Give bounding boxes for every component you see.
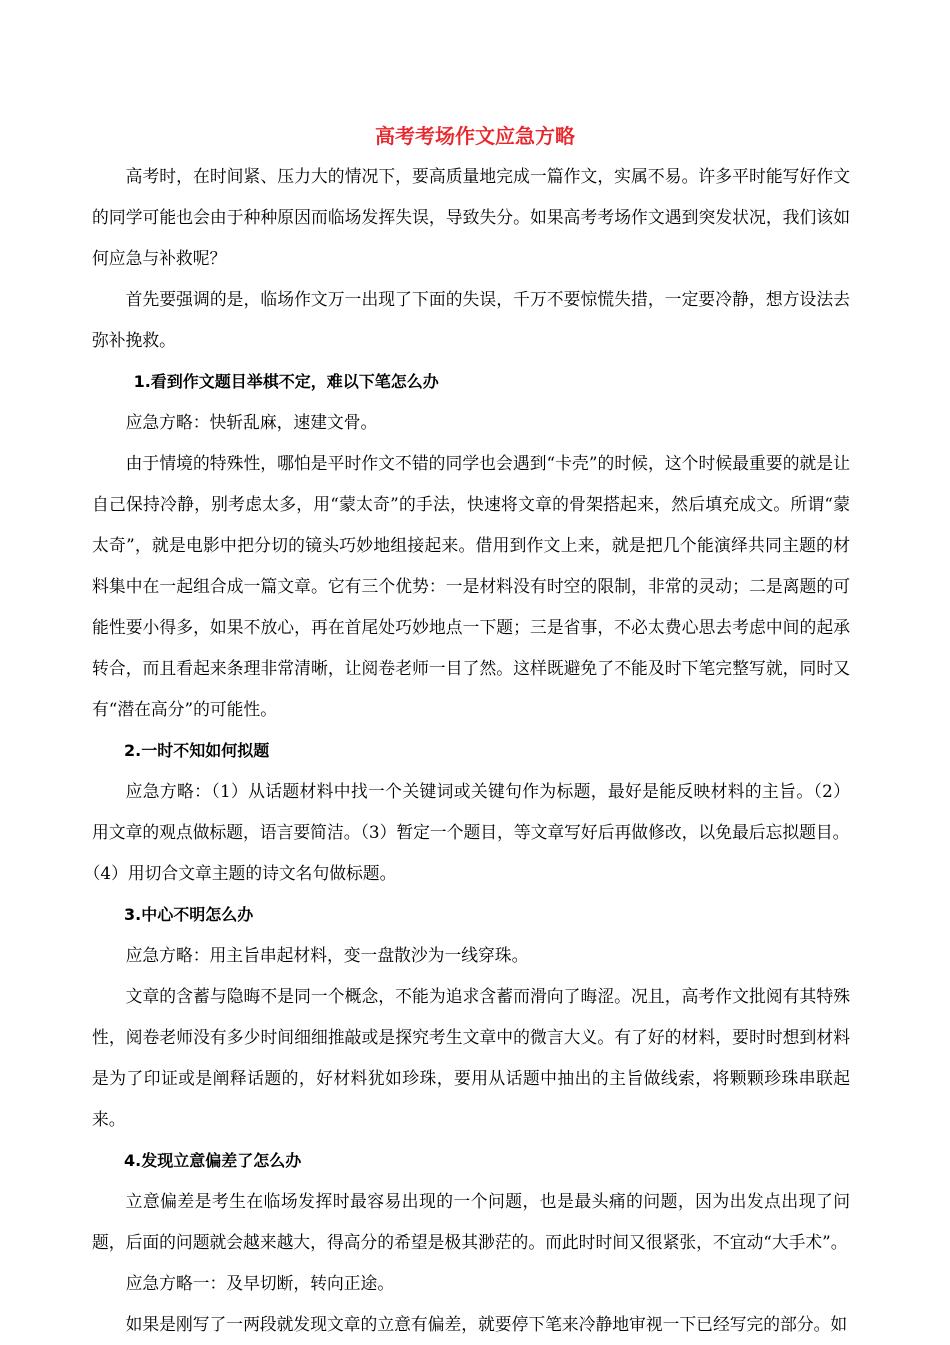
document-body	[83, 156, 850, 1345]
strategy-2-item-4: （4）用切合文章主题的诗文名句做标题。	[83, 863, 397, 883]
strategy-3: 应急方略：用主旨串起材料，变一盘散沙为一线穿珠。	[125, 945, 529, 965]
section-heading-3: 3.中心不明怎么办	[124, 905, 254, 924]
section-heading-4: 4.发现立意偏差了怎么办	[124, 1151, 302, 1170]
paragraph-montage: 由于情境的特殊性，哪怕是平时作文不错的同学也会遇到“卡壳”的时候，这个时候最重要的就是让自己保持冷静，别考虑太多，用“蒙太奇”的手法，快速将文章的骨架搭起来，然后填充成文。所谓“蒙太奇”，就是电影中把分切的镜头巧妙地组接起来。借用到作文上来，就是把几个能演绎共同主题的材料集中在一起组合成一篇文章。它有三个优势：一是材料没有时空的限制，非常的灵动；二是离题的可能性要小得多，如果不放心，再在首尾处巧妙地点一下题；三是省事，不必太费心思去考虑中间的起承转合，而且看起来条理非常清晰，让阅卷老师一目了然。这样既避免了不能及时下笔完整写就，同时又有“潜在高分”的可能性。	[92, 453, 850, 719]
paragraph-check: 如果是刚写了一两段就发现文章的立意有偏差，就要停下笔来冷静地审视一下已经写完的部分。如	[125, 1314, 848, 1334]
strategy-2: 应急方略：（1）从话题材料中找一个关键词或关键句作为标题，最好是能反映材料的主旨。（2）用文章的观点做标题，语言要简洁。（3）暂定一个题目，等文章写好后再做修改，以免最后忘拟题目。	[92, 781, 850, 842]
strategy-4-1: 应急方略一：及早切断，转向正途。	[125, 1273, 395, 1293]
strategy-1: 应急方略：快斩乱麻，速建文骨。	[125, 412, 378, 432]
paragraph-deviation: 立意偏差是考生在临场发挥时最容易出现的一个问题，也是最头痛的问题，因为出发点出现了问题，后面的问题就会越来越大，得高分的希望是极其渺茫的。而此时时间又很紧张，不宜动“大手术”。	[92, 1191, 850, 1252]
paragraph-theme: 文章的含蓄与隐晦不是同一个概念，不能为追求含蓄而滑向了晦涩。况且，高考作文批阅有其特殊性，阅卷老师没有多少时间细细推敲或是探究考生文章中的微言大义。有了好的材料，要时时想到材料是为了印证或是阐释话题的，好材料犹如珍珠，要用从话题中抽出的主旨做线索，将颗颗珍珠串联起来。	[92, 986, 850, 1129]
paragraph-emphasis: 首先要强调的是，临场作文万一出现了下面的失误，千万不要惊慌失措，一定要冷静，想方设法去弥补挽救。	[92, 289, 850, 350]
paragraph-intro: 高考时，在时间紧、压力大的情况下，要高质量地完成一篇作文，实属不易。许多平时能写好作文的同学可能也会由于种种原因而临场发挥失误，导致失分。如果高考考场作文遇到突发状况，我们该如何应急与补救呢？	[92, 166, 850, 268]
section-heading-1: 1.看到作文题目举棋不定，难以下笔怎么办	[133, 372, 439, 391]
section-heading-2: 2.一时不知如何拟题	[124, 741, 270, 760]
document-title: 高考考场作文应急方略	[375, 124, 575, 148]
